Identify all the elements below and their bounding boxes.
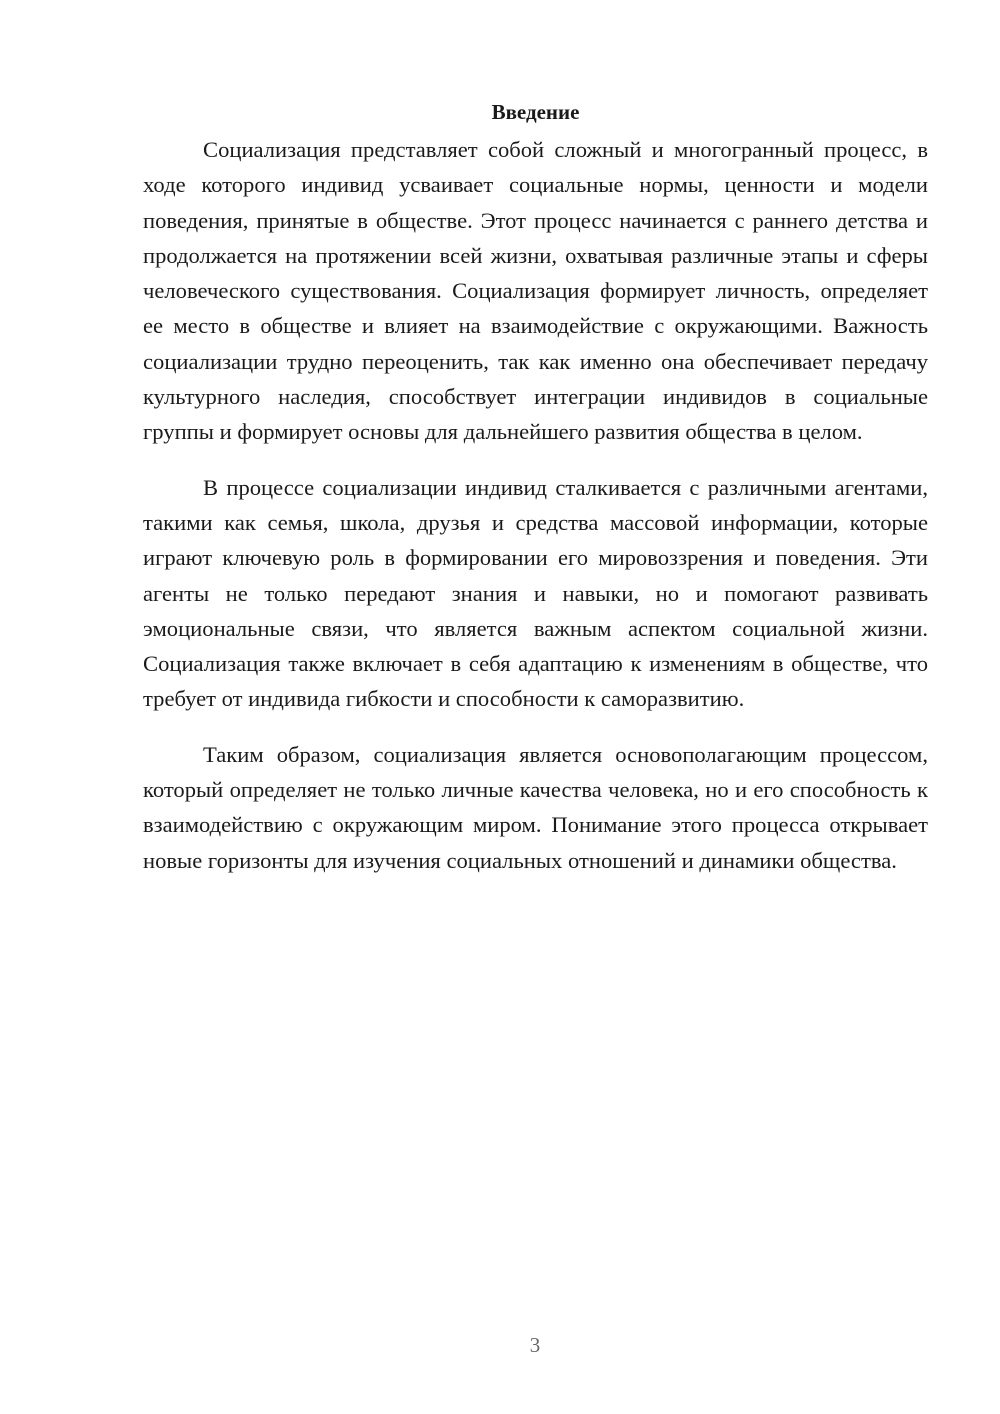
page-number: 3 (529, 1333, 541, 1357)
paragraph-1: Социализация представляет собой сложный и многогранный процесс, в ходе которого индивид усваивает социальные нормы, ценности и модели поведения, принятые в обществе. Этот процесс начинается с раннего детства и продолжается на протяжении всей жизни, охватывая различные этапы и сферы человеческого существования. Социализация формирует личность, определяет ее место в обществе и влияет на взаимодействие с окружающими. Важность социализации трудно переоценить, так как именно она обеспечивает передачу культурного наследия, способствует интеграции индивидов в социальные группы и формирует основы для дальнейшего развития общества в целом. (143, 137, 928, 445)
paragraph-3: Таким образом, социализация является основополагающим процессом, который определяет не только личные качества человека, но и его способность к взаимодействию с окружающим миром. Понимание этого процесса открывает новые горизонты для изучения социальных отношений и динамики общества. (143, 741, 928, 873)
section-title: Введение (491, 100, 580, 124)
document-body (143, 98, 928, 898)
paragraph-2: В процессе социализации индивид сталкивается с различными агентами, такими как семья, школа, друзья и средства массовой информации, которые играют ключевую роль в формировании его мировоззрения и поведения. Эти агенты не только передают знания и навыки, но и помогают развивать эмоциональные связи, что является важным аспектом социальной жизни. Социализация также включает в себя адаптацию к изменениям в обществе, что требует от индивида гибкости и способности к саморазвитию. (143, 474, 928, 712)
